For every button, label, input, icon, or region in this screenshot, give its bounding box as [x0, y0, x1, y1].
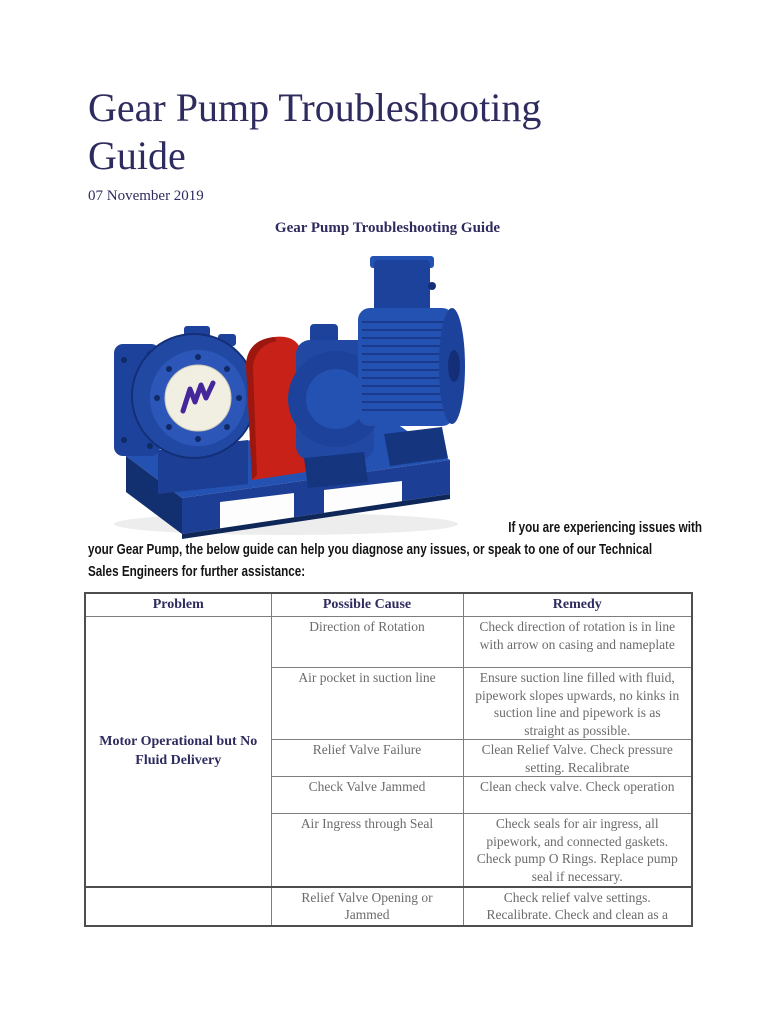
- remedy-cell: Check relief valve settings. Recalibrate. Check and clean as a: [463, 887, 692, 926]
- col-header-possible-cause: Possible Cause: [271, 593, 463, 617]
- cause-cell: Air Ingress through Seal: [271, 814, 463, 887]
- page-title-line-1: Gear Pump Troubleshooting: [88, 85, 542, 130]
- problem-cell: [85, 887, 271, 926]
- intro-line-1: If you are experiencing issues with: [508, 519, 702, 536]
- remedy-cell: Check direction of rotation is in line with arrow on casing and nameplate: [463, 617, 692, 668]
- remedy-cell: Check seals for air ingress, all pipework, and connected gaskets. Check pump O Rings. Replace pump seal if necessary.: [463, 814, 692, 887]
- problem-cell: Motor Operational but No Fluid Delivery: [85, 617, 271, 887]
- intro-paragraph: [88, 517, 702, 583]
- gear-pump-image: [96, 244, 468, 540]
- cause-cell: Relief Valve Opening or Jammed: [271, 887, 463, 926]
- table-header-row: [85, 593, 692, 617]
- col-header-problem: Problem: [85, 593, 271, 617]
- remedy-cell: Clean check valve. Check operation: [463, 777, 692, 814]
- cause-cell: Air pocket in suction line: [271, 668, 463, 740]
- cause-cell: Relief Valve Failure: [271, 740, 463, 777]
- section-heading: Gear Pump Troubleshooting Guide: [274, 220, 501, 236]
- troubleshooting-table: [84, 592, 693, 927]
- table-row: [85, 617, 692, 668]
- cause-cell: Check Valve Jammed: [271, 777, 463, 814]
- document-date: 07 November 2019: [88, 188, 204, 204]
- page-title: [88, 84, 648, 180]
- remedy-cell: Clean Relief Valve. Check pressure setting. Recalibrate: [463, 740, 692, 777]
- pump-head: [114, 326, 256, 458]
- table-row: [85, 887, 692, 926]
- gear-pump-illustration: [96, 244, 468, 540]
- remedy-cell: Ensure suction line filled with fluid, pipework slopes upwards, no kinks in suction line and pipework is as straight as possible.: [463, 668, 692, 740]
- intro-line-3: Sales Engineers for further assistance:: [88, 563, 306, 580]
- intro-line-2: your Gear Pump, the below guide can help you diagnose any issues, or speak to one of our Technical: [88, 541, 653, 558]
- col-header-remedy: Remedy: [463, 593, 692, 617]
- cause-cell: Direction of Rotation: [271, 617, 463, 668]
- page-title-line-2: Guide: [88, 133, 186, 178]
